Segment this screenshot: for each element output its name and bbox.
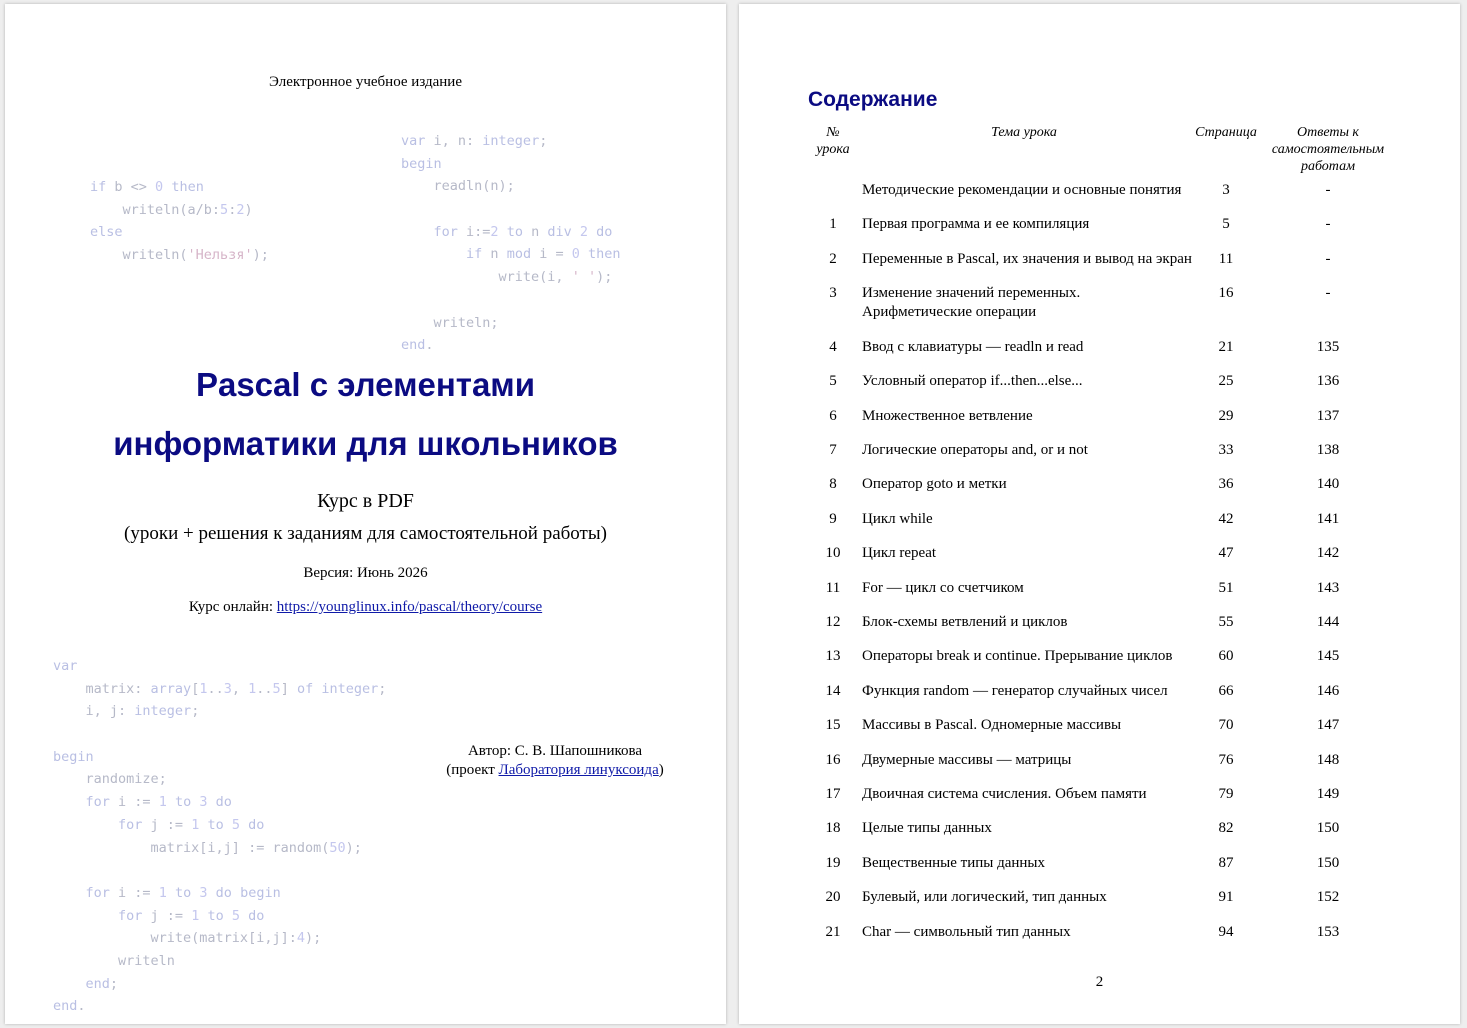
online-course-line [5,599,726,616]
toc-row-page: 91 [1218,889,1234,906]
toc-row-number: 10 [825,545,841,562]
toc-row-topic: Цикл repeat [862,545,937,562]
toc-title: Содержание [808,88,938,111]
code-decoration-loop: var i, n: integer; begin readln(n); for i:=2 to n div 2 do if n mod i = 0 then write(i, ' '); writeln; end. [401,133,621,354]
toc-row-number: 6 [829,407,837,424]
toc-row-topic: Оператор goto и метки [862,476,1007,493]
project-suffix: ) [658,762,664,778]
toc-row-page: 42 [1218,510,1234,527]
title-line-1: Pascal с элементами [195,366,536,403]
toc-row-topic: Ввод с клавиатуры — readln и read [862,338,1084,355]
toc-row-page: 60 [1218,648,1234,665]
project-prefix: (проект [446,762,499,778]
toc-row-topic: Первая программа и ее компиляция [862,216,1090,233]
toc-row-page: 47 [1218,545,1234,562]
toc-row-answers: 149 [1316,785,1340,802]
toc-page [739,4,1460,1024]
toc-row-page: 36 [1218,476,1234,493]
toc-row-number: 18 [825,820,841,837]
toc-row-page: 33 [1218,441,1234,458]
course-description: (уроки + решения к заданиям для самостоятельной работы) [124,523,607,544]
course-format: Курс в PDF [317,490,414,512]
toc-row-topic: Целые типы данных [862,820,992,837]
project-line [425,761,685,780]
toc-row-page: 94 [1218,923,1234,940]
author-block [425,742,685,780]
edition-label: Электронное учебное издание [269,74,462,90]
toc-row-number: 12 [825,613,841,630]
project-link[interactable]: Лаборатория линуксоида [498,762,659,778]
author-name: Автор: С. В. Шапошникова [467,743,643,759]
toc-row-number: 14 [825,682,841,699]
toc-header-page: Страница [1195,125,1257,140]
toc-row-answers: 136 [1316,373,1340,390]
toc-row-answers: 153 [1316,923,1340,940]
toc-row-topic: Множественное ветвление [862,407,1033,424]
toc-row-answers: 150 [1316,854,1340,871]
online-course-link[interactable]: https://younglinux.info/pascal/theory/course [276,599,543,615]
toc-row-number: 13 [825,648,841,665]
toc-row-number: 1 [829,216,837,233]
toc-header-topic: Тема урока [991,125,1057,140]
toc-row-answers: 147 [1316,717,1340,734]
toc-row-answers: 138 [1316,441,1340,458]
toc-row-topic: Блок-схемы ветвлений и циклов [862,613,1068,630]
toc-row-topic: Логические операторы and, or и not [862,441,1088,458]
toc-row-answers: 148 [1316,751,1340,768]
toc-row-number: 17 [825,785,841,802]
toc-row-topic: Операторы break и continue. Прерывание циклов [862,648,1173,665]
toc-row-topic: Char — символьный тип данных [862,923,1071,940]
toc-row-number: 5 [829,373,837,390]
toc-row-number: 15 [825,717,841,734]
toc-row-answers: - [1325,285,1331,302]
toc-row-page: 25 [1218,373,1234,390]
toc-row-number: 20 [825,889,841,906]
toc-row-page: 21 [1218,338,1234,355]
toc-row-page: 76 [1218,751,1234,768]
toc-row-number: 4 [829,338,837,355]
toc-row-page: 29 [1218,407,1234,424]
toc-row-page: 11 [1218,250,1234,267]
toc-row-number: 19 [825,854,841,871]
toc-row-answers: 150 [1316,820,1340,837]
toc-row-answers: 146 [1316,682,1340,699]
toc-row-topic: Булевый, или логический, тип данных [862,889,1107,906]
toc-row-topic: Массивы в Pascal. Одномерные массивы [862,717,1122,734]
toc-row-topic: Цикл while [862,510,933,527]
toc-row-page: 16 [1218,285,1234,302]
toc-row-answers: 141 [1316,510,1340,527]
toc-row-topic: For — цикл со счетчиком [862,579,1024,596]
toc-row-answers: 140 [1316,476,1340,493]
page-number: 2 [1095,974,1104,990]
code-decoration-if: if b <> 0 then writeln(a/b:5:2) else writeln('Нельзя'); [90,179,269,264]
toc-row-page: 55 [1218,613,1234,630]
toc-row-answers: - [1325,216,1331,233]
toc-row-answers: - [1325,182,1331,198]
toc-row-topic: Функция random — генератор случайных чисел [862,682,1168,699]
title-line-2: информатики для школьников [113,425,618,462]
toc-row-answers: 152 [1316,889,1340,906]
toc-row-page: 79 [1218,785,1234,802]
toc-row-answers: 144 [1316,613,1340,630]
toc-header-answers: Ответы к самостоятельным работам [1271,125,1385,174]
toc-row-page: 70 [1218,717,1234,734]
version-label: Версия: Июнь 2026 [303,565,428,581]
cover-page [5,4,726,1024]
toc-row-page: 66 [1218,682,1234,699]
toc-row-answers: 137 [1316,407,1340,424]
toc-row-topic: Изменение значений переменных. Арифметические операции [862,285,1081,321]
online-course-label: Курс онлайн: [188,599,277,615]
toc-row-answers: 145 [1316,648,1340,665]
toc-header-num: № урока [816,125,850,157]
toc-row-number: 9 [829,510,837,527]
toc-row-answers: 135 [1316,338,1340,355]
toc-row-topic: Условный оператор if...then...else... [862,373,1083,390]
toc-row-answers: 143 [1316,579,1340,596]
toc-row-page: 3 [1222,182,1230,198]
toc-row-page: 5 [1222,216,1230,233]
toc-row-topic: Методические рекомендации и основные понятия [862,182,1182,198]
toc-row-answers: 142 [1316,545,1340,562]
toc-row-topic: Двумерные массивы — матрицы [862,751,1072,768]
toc-row-topic: Вещественные типы данных [862,854,1046,871]
toc-row-number: 2 [829,250,837,267]
toc-row-topic: Переменные в Pascal, их значения и вывод на экран [862,250,1192,267]
toc-row-number: 3 [829,285,837,302]
toc-row-page: 82 [1218,820,1234,837]
toc-row-number: 21 [825,923,841,940]
toc-row-topic: Двоичная система счисления. Объем памяти [862,785,1147,802]
code-decoration-matrix: var matrix: array[1..3, 1..5] of integer; i, j: integer; begin randomize; for i := 1 to 3 do for j := 1 to 5 do matrix[i,j] := random(50); for i := 1 to 3 do begin for j := 1 to 5 do write(matrix[i,j]:4); writeln end; end. [53,658,387,1015]
toc-row-number: 8 [829,476,837,493]
toc-row-number: 11 [825,579,841,596]
toc-row-number: 16 [825,751,841,768]
toc-row-page: 87 [1218,854,1234,871]
toc-row-number: 7 [829,441,837,458]
toc-row-page: 51 [1218,579,1234,596]
toc-row-answers: - [1325,250,1331,267]
